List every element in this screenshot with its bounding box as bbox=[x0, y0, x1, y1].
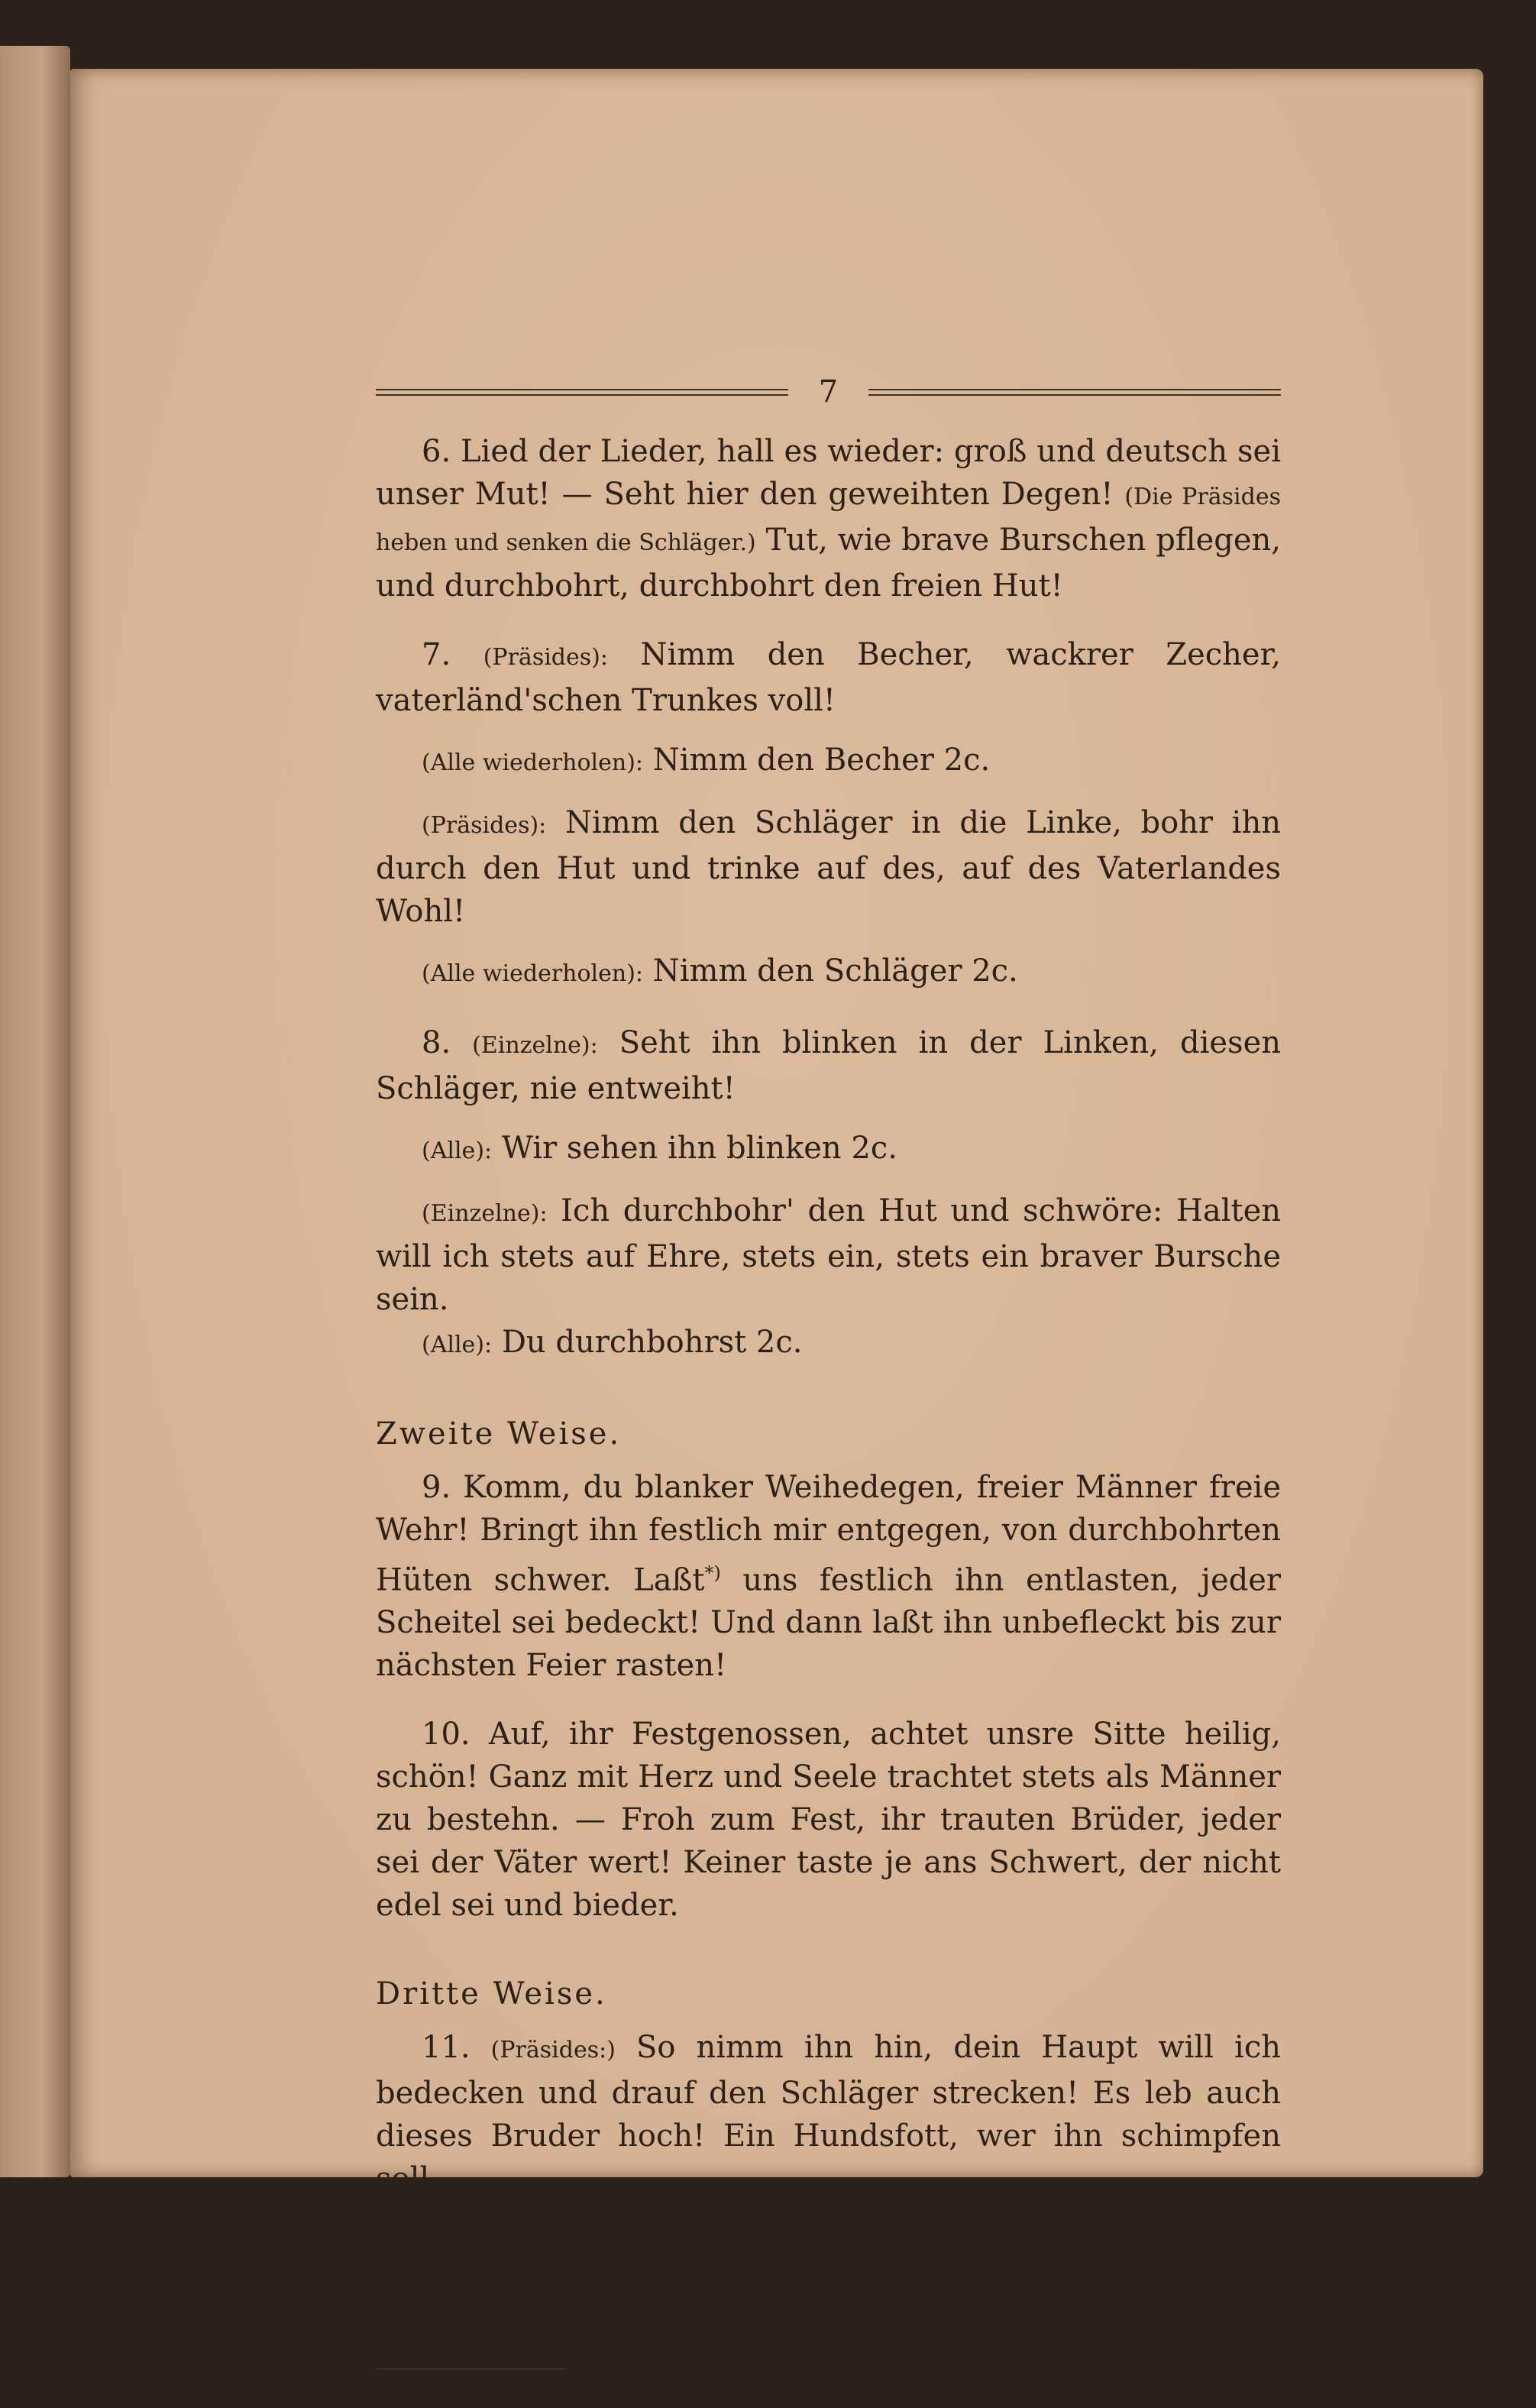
verse-7-refrain bbox=[376, 739, 1281, 785]
verse-text: Du durchbohrst 2c. bbox=[501, 1325, 803, 1360]
header-rule-right bbox=[868, 389, 1281, 396]
verse-text: Auf, ihr Festgenossen, achtet unsre Sitte heilig, schön! Ganz mit Herz und Seele trachtet stets als Männer zu bestehn. — Froh zum Fest, ihr trauten Brüder, jeder sei der Väter wert! Keiner taste je ans Schwert, der nicht edel sei und bieder. bbox=[376, 1717, 1281, 1924]
verse-10 bbox=[376, 1713, 1281, 1927]
verse-text: So lange wir ihn kennen, woll'n wir ihn Bruder nennen! es leb' auch dieser Bruder hoch, es leb' auch dieser Bruder hoch. bbox=[376, 2221, 1281, 2345]
section-heading-zweite-weise: Zweite Weise. bbox=[376, 1416, 622, 1452]
speaker: (Präsides): bbox=[422, 812, 547, 839]
verse-11 bbox=[376, 2026, 1281, 2200]
verse-8-refrain-2 bbox=[376, 1321, 1281, 1367]
section-heading-dritte-weise: Dritte Weise. bbox=[376, 1976, 607, 2012]
verse-text: Nimm den Schläger in die Linke, bohr ihn durch den Hut und trinke auf des, auf des Vaterlandes Wohl! bbox=[376, 805, 1281, 929]
verse-text: Ich durchbohr' den Hut und schwöre: Halten will ich stets auf Ehre, stets ein, stets ein braver Bursche sein. bbox=[376, 1193, 1282, 1317]
verse-number: 7. bbox=[422, 637, 451, 672]
verse-text: Komm, du blanker Weihedegen, freier Männer freie Wehr! Bringt ihn festlich mir entgegen, von durchbohrten Hüten schwer. Laßt bbox=[376, 1470, 1282, 1598]
verse-number: 10. bbox=[422, 1717, 471, 1753]
verse-8 bbox=[376, 1021, 1281, 1110]
verse-8-refrain bbox=[376, 1127, 1281, 1173]
verse-9 bbox=[376, 1466, 1281, 1687]
speaker: (Einzelne): bbox=[472, 1032, 598, 1059]
verse-text: Nimm den Schläger 2c. bbox=[652, 953, 1018, 989]
verse-text: Tut, wie brave Burschen pflegen, und durchbohrt, durchbohrt den freien Hut! bbox=[376, 523, 1282, 604]
verse-7-refrain-2 bbox=[376, 950, 1281, 995]
verse-number: 11. bbox=[422, 2030, 471, 2066]
footnote-rule bbox=[376, 2368, 567, 2370]
verse-text: So nimm ihn hin, dein Haupt will ich bedecken und drauf den Schläger strecken! Es leb auch dieses Bruder hoch! Ein Hundsfott, wer ihn schimpfen soll. bbox=[376, 2030, 1281, 2197]
verse-8-single bbox=[376, 1189, 1281, 1321]
verse-text: Lied der Lieder, hall es wieder: groß und deutsch sei unser Mut! — Seht hier den geweihten Degen! bbox=[376, 434, 1282, 512]
verse-number: 9. bbox=[422, 1470, 451, 1505]
header-rule-left bbox=[376, 389, 788, 396]
verse-text: Wir sehen ihn blinken 2c. bbox=[501, 1131, 897, 1166]
stage-direction: (Die Präsides heben und senken die Schläger.) bbox=[376, 484, 1281, 556]
speaker: (Präsides:) bbox=[490, 2037, 616, 2064]
verse-number: 8. bbox=[422, 1025, 451, 1060]
verse-number: 6. bbox=[422, 434, 451, 469]
speaker: (Alle wiederholen): bbox=[422, 749, 644, 776]
verse-text: uns festlich ihn entlasten, jeder Scheitel sei bedeckt! Und dann laßt ihn unbefleckt bis zur nächsten Feier rasten! bbox=[376, 1562, 1282, 1684]
verse-7 bbox=[376, 633, 1281, 722]
speaker: (Präsides): bbox=[483, 644, 608, 671]
verse-text: Nimm den Becher 2c. bbox=[652, 743, 991, 778]
footnote: *) Hier wechseln die Präsides die Schläger. bbox=[448, 2379, 968, 2407]
speaker: (Alles) bbox=[422, 2228, 496, 2255]
page-number: 7 bbox=[818, 374, 839, 409]
page-content bbox=[376, 371, 1281, 2408]
verse-11-refrain bbox=[376, 2217, 1281, 2348]
speaker: (Alle): bbox=[422, 1332, 493, 1358]
verse-text: Seht ihn blinken in der Linken, diesen Schläger, nie entweiht! bbox=[376, 1025, 1282, 1106]
speaker: (Einzelne): bbox=[422, 1200, 548, 1227]
verse-6 bbox=[376, 430, 1281, 607]
page-header bbox=[376, 371, 1281, 413]
verse-text: Nimm den Becher, wackrer Zecher, vaterländ'schen Trunkes voll! bbox=[376, 637, 1282, 718]
speaker: (Alle wiederholen): bbox=[422, 960, 644, 987]
adjacent-page-edge bbox=[0, 46, 70, 2177]
verse-7-presides bbox=[376, 801, 1281, 933]
speaker: (Alle): bbox=[422, 1138, 493, 1164]
footnote-marker: *) bbox=[704, 1562, 721, 1584]
book-page bbox=[70, 69, 1483, 2407]
